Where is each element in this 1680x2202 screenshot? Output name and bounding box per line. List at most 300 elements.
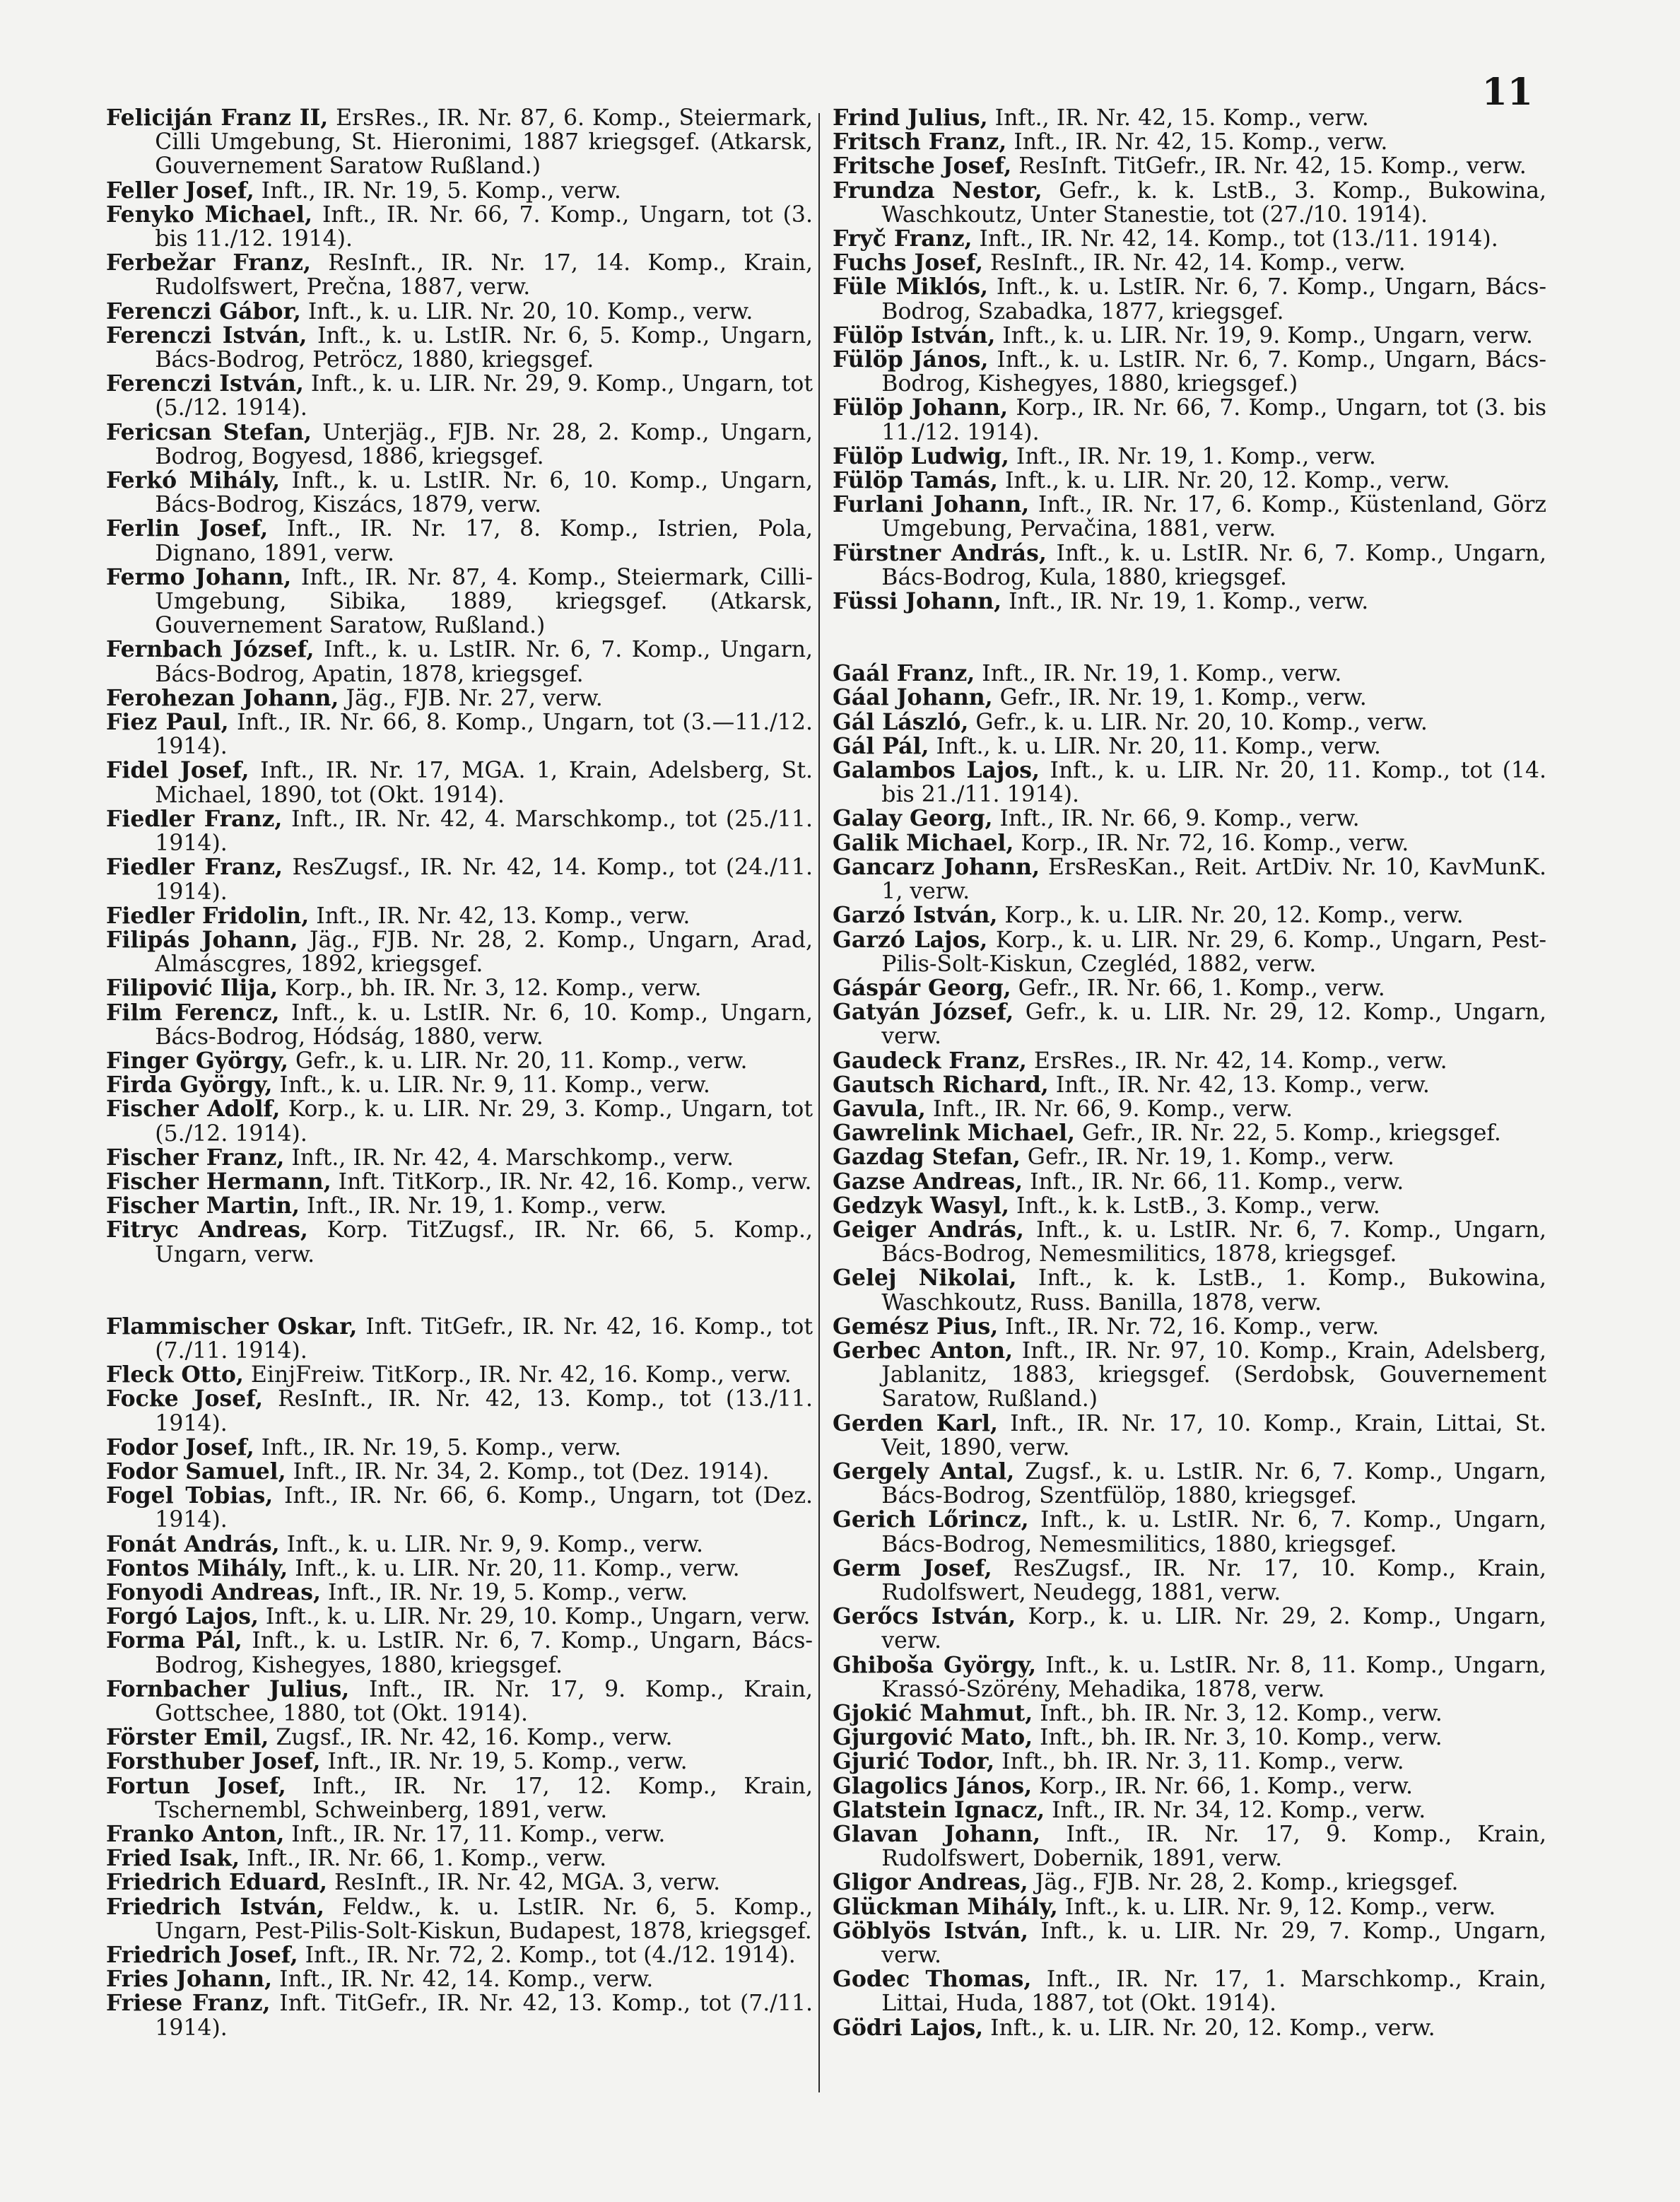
entry-name: Furlani Johann, [833,491,1030,518]
register-entry [833,154,1546,178]
register-entry [106,1629,813,1677]
entry-name: Gjurgović Mato, [833,1724,1033,1751]
entry-name: Gedzyk Wasyl, [833,1192,1009,1219]
entry-name: Fülöp Johann, [833,394,1009,421]
entry-details: Inft., k. u. LIR. Nr. 20, 10. Komp., verw. [300,298,753,324]
entry-details: Inft., k. u. LstIR. Nr. 6, 7. Komp., Ungarn, Bács-Bodrog, Szabadka, 1877, kriegsgef. [881,274,1546,324]
entry-name: Ferlin Josef, [106,515,269,542]
entry-name: Gelej Nikolai, [833,1265,1017,1292]
register-entry [833,106,1546,130]
entry-details: Korp., IR. Nr. 72, 16. Komp., verw. [1014,830,1409,856]
register-entry [106,1170,813,1194]
entry-name: Gáspár Georg, [833,974,1011,1001]
register-entry [833,227,1546,251]
entry-details: Inft., IR. Nr. 87, 4. Komp., Steiermark, Cilli-Umgebung, Sibika, 1889, kriegsgef. (Atkarsk, Gouvernement Saratow, Rußland.) [155,564,813,639]
register-entry [106,686,813,710]
entry-name: Fericsan Stefan, [106,418,312,445]
entry-name: Garzó István, [833,902,998,929]
register-entry [833,1774,1546,1798]
left-column [106,106,813,2040]
entry-details: EinjFreiw. TitKorp., IR. Nr. 42, 16. Komp., verw. [243,1362,792,1388]
entry-name: Gerden Karl, [833,1410,998,1436]
entry-details: Inft., IR. Nr. 42, 15. Komp., verw. [1006,129,1388,156]
entry-details: Gefr., k. u. LIR. Nr. 20, 11. Komp., verw. [288,1048,748,1074]
entry-name: Gerőcs István, [833,1603,1016,1630]
entry-name: Flammischer Oskar, [106,1313,358,1340]
entry-details: Inft., k. k. LstB., 3. Komp., verw. [1009,1193,1380,1219]
register-entry [106,372,813,420]
register-entry [833,734,1546,759]
entry-name: Glückman Mihály, [833,1893,1058,1920]
entry-details: Inft., IR. Nr. 66, 1. Komp., verw. [240,1846,607,1872]
register-entry [106,928,813,976]
right-column [833,106,1546,2040]
register-entry [833,903,1546,927]
entry-name: Friedrich Eduard, [106,1869,327,1896]
entry-details: Inft., IR. Nr. 17, 1. Marschkomp., Krain, Littai, Huda, 1887, tot (Okt. 1914). [881,1967,1546,2017]
entry-details: Jäg., FJB. Nr. 27, verw. [339,685,603,711]
register-entry [833,1870,1546,1894]
entry-details: Inft., k. u. LIR. Nr. 20, 12. Komp., verw. [983,2015,1435,2041]
register-entry [106,300,813,324]
entry-details: Inft., IR. Nr. 42, 13. Komp., verw. [1048,1072,1430,1098]
register-entry [833,1605,1546,1653]
entry-name: Füssi Johann, [833,588,1002,615]
entry-details: ResInft., IR. Nr. 42, 14. Komp., verw. [983,250,1406,276]
entry-details: Jäg., FJB. Nr. 28, 2. Komp., Ungarn, Arad, Almáscgres, 1892, kriegsgef. [155,927,813,978]
register-entry [106,1097,813,1145]
register-entry [833,1170,1546,1194]
register-entry [106,1991,813,2039]
entry-details: Inft., IR. Nr. 19, 5. Komp., verw. [254,1434,621,1460]
register-entry [833,541,1546,590]
register-entry [106,1726,813,1750]
entry-details: Inft., IR. Nr. 17, 9. Komp., Krain, Rudolfswert, Dobernik, 1891, verw. [881,1822,1547,1872]
entry-details: Inft., k. u. LstIR. Nr. 6, 7. Komp., Ungarn, Bács-Bodrog, Apatin, 1878, kriegsgef. [155,637,813,687]
entry-details: Inft., k. u. LIR. Nr. 9, 12. Komp., verw. [1057,1894,1496,1920]
register-entry [833,251,1546,275]
entry-name: Ferenczi István, [106,370,304,397]
entry-details: Inft., IR. Nr. 17, 9. Komp., Krain, Gottschee, 1880, tot (Okt. 1914). [155,1676,813,1726]
entry-details: Korp., bh. IR. Nr. 3, 12. Komp., verw. [278,976,702,1002]
entry-details: Inft., IR. Nr. 34, 12. Komp., verw. [1045,1797,1426,1823]
entry-name: Galay Georg, [833,805,993,832]
entry-details: Inft., bh. IR. Nr. 3, 11. Komp., verw. [994,1749,1404,1775]
entry-details: Korp., k. u. LIR. Nr. 29, 2. Komp., Ungarn, verw. [881,1604,1546,1654]
entry-name: Glatstein Ignacz, [833,1796,1045,1823]
entry-name: Forgó Lajos, [106,1603,259,1630]
entry-name: Fontos Mihály, [106,1554,288,1581]
entry-details: Gefr., IR. Nr. 19, 1. Komp., verw. [992,685,1367,711]
entry-name: Frind Julius, [833,105,988,131]
entry-name: Fischer Hermann, [106,1168,331,1195]
entry-name: Glagolics János, [833,1772,1033,1799]
register-entry [106,904,813,928]
entry-name: Gaudeck Franz, [833,1047,1027,1074]
entry-name: Gál László, [833,708,969,735]
entry-details: Gefr., k. u. LIR. Nr. 20, 10. Komp., verw. [968,709,1428,735]
register-entry [833,445,1546,469]
entry-name: Fülöp István, [833,322,996,349]
entry-name: Gál Pál, [833,732,929,759]
entry-details: Inft., k. u. LstIR. Nr. 6, 7. Komp., Ungarn, Bács-Bodrog, Kula, 1880, kriegsgef. [881,540,1546,590]
entry-details: ResInft., IR. Nr. 42, 13. Komp., tot (13./11. 1914). [155,1386,813,1436]
entry-name: Fiedler Fridolin, [106,902,310,929]
register-entry [833,1412,1546,1460]
entry-name: Ferenczi István, [106,322,307,349]
register-entry [833,1315,1546,1339]
entry-name: Gemész Pius, [833,1313,999,1340]
entry-details: Unterjäg., FJB. Nr. 28, 2. Komp., Ungarn, Bodrog, Bogyesd, 1886, kriegsgef. [155,419,813,469]
register-entry [106,1581,813,1605]
entry-name: Fiedler Franz, [106,854,283,881]
entry-name: Fitryc Andreas, [106,1217,308,1243]
entry-name: Ferohezan Johann, [106,684,339,711]
entry-name: Gerich Lőrincz, [833,1506,1029,1533]
entry-details: Inft., IR. Nr. 66, 9. Komp., verw. [992,806,1360,832]
entry-name: Friedrich István, [106,1893,324,1920]
register-entry [106,563,813,639]
entry-name: Ferenczi Gábor, [106,298,301,324]
entry-name: Fuchs Josef, [833,250,984,276]
entry-details: Korp., k. u. LIR. Nr. 29, 6. Komp., Ungarn, Pest-Pilis-Solt-Kiskun, Czegléd, 1882, verw. [881,927,1546,977]
register-entry [106,638,813,686]
entry-details: Korp., IR. Nr. 66, 1. Komp., verw. [1032,1773,1413,1799]
entry-name: Fiedler Franz, [106,805,283,832]
register-entry [106,203,813,251]
register-entry [106,1774,813,1822]
register-entry [833,1460,1546,1508]
entry-name: Filipás Johann, [106,926,298,953]
entry-details: Inft., IR. Nr. 42, 14. Komp., tot (13./11. 1914). [972,226,1498,252]
entry-name: Gawrelink Michael, [833,1120,1075,1147]
entry-details: Korp., IR. Nr. 66, 7. Komp., Ungarn, tot (3. bis 11./12. 1914). [881,395,1546,445]
entry-name: Gancarz Johann, [833,853,1040,880]
entry-details: Inft., bh. IR. Nr. 3, 12. Komp., verw. [1033,1701,1443,1726]
register-entry [106,517,813,565]
entry-name: Franko Anton, [106,1821,285,1848]
entry-name: Fülöp Tamás, [833,467,998,494]
entry-details: Inft., k. u. LstIR. Nr. 6, 7. Komp., Ungarn, Bács-Bodrog, Nemesmilitics, 1880, kriegsgef. [881,1507,1546,1557]
entry-name: Fidel Josef, [106,757,249,784]
entry-details: Inft., IR. Nr. 42, 14. Komp., verw. [272,1967,654,1993]
entry-name: Fischer Martin, [106,1193,300,1219]
register-entry [833,1097,1546,1121]
register-entry [833,976,1546,1000]
register-entry [106,1194,813,1218]
register-entry [106,179,813,203]
register-entry [833,396,1546,444]
entry-details: ResInft., IR. Nr. 42, MGA. 3, verw. [327,1870,721,1896]
register-entry [833,2016,1546,2040]
register-entry [106,1218,813,1266]
register-entry [833,1266,1546,1314]
entry-details: Inft., k. k. LstB., 1. Komp., Bukowina, Waschkoutz, Russ. Banilla, 1878, verw. [881,1265,1546,1316]
entry-details: Gefr., IR. Nr. 19, 1. Komp., verw. [1020,1144,1394,1171]
entry-name: Friedrich Josef, [106,1942,298,1969]
entry-details: Inft., k. u. LIR. Nr. 20, 12. Komp., verw. [997,468,1450,494]
entry-details: Gefr., IR. Nr. 66, 1. Komp., verw. [1011,975,1385,1001]
register-entry [833,1554,1546,1605]
entry-details: Inft. TitGefr., IR. Nr. 42, 13. Komp., tot (7./11. 1914). [155,1991,813,2041]
entry-details: Inft., IR. Nr. 17, 11. Komp., verw. [284,1822,666,1848]
entry-details: Gefr., k. u. LIR. Nr. 29, 12. Komp., Ungarn, verw. [881,1000,1546,1050]
entry-details: Feldw., k. u. LstIR. Nr. 6, 5. Komp., Ungarn, Pest-Pilis-Solt-Kiskun, Budapest, 1878, kriegsgef. [155,1894,813,1944]
entry-details: ResZugsf., IR. Nr. 42, 14. Komp., tot (24./11. 1914). [155,855,813,905]
register-entry [833,710,1546,734]
entry-name: Garzó Lajos, [833,926,988,953]
entry-details: Inft., IR. Nr. 66, 8. Komp., Ungarn, tot (3.—11./12. 1914). [155,710,813,760]
register-entry [106,1460,813,1484]
register-entry [833,1339,1546,1412]
entry-name: Gautsch Richard, [833,1071,1049,1098]
entry-name: Firda György, [106,1072,273,1099]
entry-name: Gatyán József, [833,999,1014,1026]
register-entry [106,1943,813,1967]
entry-details: ErsResKan., Reit. ArtDiv. Nr. 10, KavMunK. 1, verw. [881,854,1546,905]
register-entry [106,1530,813,1557]
entry-details: Inft., k. u. LstIR. Nr. 8, 11. Komp., Ungarn, Krassó-Szörény, Mehadika, 1878, verw. [881,1652,1546,1702]
entry-details: Inft., IR. Nr. 97, 10. Komp., Krain, Adelsberg, Jablanitz, 1883, kriegsgef. (Serdobsk, Gouvernement Saratow, Rußland.) [881,1337,1546,1412]
entry-name: Forma Pál, [106,1627,242,1654]
entry-details: Inft., k. u. LIR. Nr. 20, 11. Komp., tot (14. bis 21./11. 1914). [881,758,1547,808]
register-entry [106,1146,813,1170]
entry-name: Fülöp János, [833,346,989,373]
register-entry [106,106,813,179]
entry-details: Inft., k. u. LstIR. Nr. 6, 5. Komp., Ungarn, Bács-Bodrog, Petröcz, 1880, kriegsgef. [155,322,813,373]
entry-details: Jäg., FJB. Nr. 28, 2. Komp., kriegsgef. [1028,1870,1459,1896]
entry-details: Zugsf., k. u. LstIR. Nr. 6, 7. Komp., Ungarn, Bács-Bodrog, Szentfülöp, 1880, kriegsgef. [881,1458,1546,1509]
entry-name: Godec Thomas, [833,1966,1032,1993]
register-entry [106,1049,813,1073]
register-entry [833,1967,1546,2015]
register-entry [833,759,1546,807]
entry-name: Gjokić Mahmut, [833,1700,1033,1726]
entry-details: Inft., k. u. LIR. Nr. 20, 11. Komp., verw. [288,1555,740,1581]
register-entry [106,1001,813,1049]
register-entry [833,1194,1546,1218]
register-entry [106,1073,813,1097]
entry-name: Göblyös István, [833,1917,1028,1944]
entry-name: Gazdag Stefan, [833,1144,1021,1171]
entry-name: Feller Josef, [106,177,254,204]
entry-name: Fries Johann, [106,1966,273,1993]
register-entry [106,1484,813,1532]
entry-name: Gerbec Anton, [833,1337,1014,1364]
entry-details: Inft., IR. Nr. 17, 6. Komp., Küstenland, Görz Umgebung, Pervačina, 1881, verw. [881,492,1546,542]
entry-details: Inft., k. u. LIR. Nr. 29, 10. Komp., Ungarn, verw. [258,1604,811,1630]
entry-details: ResInft. TitGefr., IR. Nr. 42, 15. Komp., verw. [1011,153,1527,180]
entry-details: ErsRes., IR. Nr. 42, 14. Komp., verw. [1026,1048,1447,1074]
register-entry [833,275,1546,323]
register-entry [833,1049,1546,1073]
entry-details: Inft. TitGefr., IR. Nr. 42, 16. Komp., tot (7./11. 1914). [155,1313,813,1364]
entry-details: Inft., IR. Nr. 17, 12. Komp., Krain, Tschernembl, Schweinberg, 1891, verw. [155,1773,813,1823]
entry-name: Fonyodi Andreas, [106,1579,321,1605]
entry-name: Gergely Antal, [833,1458,1015,1484]
register-entry [833,928,1546,976]
entry-details: Inft., IR. Nr. 72, 16. Komp., verw. [998,1313,1380,1340]
register-entry [833,1895,1546,1919]
entry-name: Gáal Johann, [833,684,993,711]
entry-details: Inft., k. u. LIR. Nr. 20, 11. Komp., verw. [929,733,1381,759]
entry-details: Inft., k. u. LstIR. Nr. 6, 7. Komp., Ungarn, Bács-Bodrog, Nemesmilitics, 1878, kriegsgef. [881,1217,1546,1267]
entry-details: Inft., IR. Nr. 34, 2. Komp., tot (Dez. 1914). [286,1458,770,1484]
entry-name: Fischer Adolf, [106,1096,281,1123]
entry-name: Fryč Franz, [833,226,973,252]
register-entry [106,759,813,807]
entry-details: Inft., k. u. LIR. Nr. 9, 9. Komp., verw. [279,1531,703,1557]
register-entry [106,1436,813,1460]
register-entry [833,686,1546,710]
entry-name: Ghiboša György, [833,1651,1037,1678]
entry-name: Fenyko Michael, [106,201,312,228]
register-entry [833,469,1546,493]
entry-name: Fritsche Josef, [833,153,1012,180]
entry-name: Fodor Samuel, [106,1458,286,1484]
register-entry [833,1508,1546,1556]
entry-name: Fried Isak, [106,1845,240,1872]
entry-details: Inft., IR. Nr. 17, 8. Komp., Istrien, Pola, Dignano, 1891, verw. [155,516,813,566]
register-entry [833,662,1546,686]
entry-name: Forsthuber Josef, [106,1748,321,1775]
entry-details: Inft., k. u. LstIR. Nr. 6, 10. Komp., Ungarn, Bács-Bodrog, Hódság, 1880, verw. [155,1000,813,1050]
register-entry [106,418,813,469]
entry-name: Fülöp Ludwig, [833,443,1009,469]
register-entry [833,1822,1546,1870]
entry-details: Inft., IR. Nr. 66, 11. Komp., verw. [1023,1169,1404,1195]
entry-details: Inft., IR. Nr. 17, MGA. 1, Krain, Adelsberg, St. Michael, 1890, tot (Okt. 1914). [155,758,813,808]
entry-details: Inft., IR. Nr. 66, 7. Komp., Ungarn, tot (3. bis 11./12. 1914). [155,201,813,252]
register-entry [833,493,1546,541]
register-entry [106,855,813,903]
entry-details: Inft., IR. Nr. 42, 13. Komp., verw. [309,903,691,929]
entry-name: Fonát András, [106,1530,280,1557]
entry-details: Inft., IR. Nr. 42, 4. Marschkomp., verw. [284,1144,734,1171]
entry-name: Finger György, [106,1047,288,1074]
entry-details: Inft., k. u. LstIR. Nr. 6, 10. Komp., Ungarn, Bács-Bodrog, Kiszács, 1879, verw. [155,468,813,518]
entry-name: Fodor Josef, [106,1434,254,1460]
register-entry [106,1895,813,1943]
register-entry [106,1822,813,1846]
section-gap [833,614,1546,662]
entry-name: Fleck Otto, [106,1361,244,1388]
entry-name: Geiger András, [833,1216,1024,1243]
entry-details: Inft., IR. Nr. 19, 5. Komp., verw. [254,177,621,204]
register-entry [833,831,1546,855]
entry-name: Galik Michael, [833,829,1014,856]
register-entry [833,1750,1546,1774]
entry-details: Inft., IR. Nr. 72, 2. Komp., tot (4./12. 1914). [298,1943,796,1969]
column-divider [818,113,820,2092]
entry-name: Gjurić Todor, [833,1748,995,1775]
register-entry [833,1218,1546,1266]
register-entry [106,1554,813,1581]
entry-details: Inft., IR. Nr. 19, 5. Komp., verw. [320,1749,688,1775]
register-entry [106,1677,813,1726]
entry-name: Galambos Lajos, [833,757,1040,784]
entry-details: Inft., IR. Nr. 19, 1. Komp., verw. [975,661,1342,687]
entry-name: Fischer Franz, [106,1144,285,1171]
entry-name: Feliciján Franz II, [106,105,329,131]
entry-details: Inft., IR. Nr. 19, 1. Komp., verw. [1001,589,1369,615]
entry-name: Glavan Johann, [833,1821,1041,1848]
register-entry [833,1145,1546,1169]
register-entry [106,1846,813,1870]
entry-details: ResZugsf., IR. Nr. 17, 10. Komp., Krain, Rudolfswert, Neudegg, 1881, verw. [881,1555,1546,1605]
entry-name: Focke Josef, [106,1386,264,1412]
register-entry [833,807,1546,831]
register-entry [106,976,813,1000]
register-entry [106,1363,813,1387]
register-entry [106,710,813,759]
entry-details: Inft., k. u. LIR. Nr. 29, 9. Komp., Ungarn, tot (5./12. 1914). [155,371,813,421]
register-entry [106,1315,813,1363]
entry-name: Fernbach József, [106,636,315,663]
entry-details: Inft., IR. Nr. 66, 9. Komp., verw. [925,1096,1293,1122]
entry-details: Inft., k. u. LIR. Nr. 9, 11. Komp., verw. [272,1072,710,1099]
entry-details: ResInft., IR. Nr. 17, 14. Komp., Krain, Rudolfswert, Prečna, 1887, verw. [155,250,813,300]
entry-name: Fermo Johann, [106,563,292,590]
entry-name: Ferkó Mihály, [106,467,281,494]
entry-name: Film Ferencz, [106,999,280,1026]
entry-name: Fogel Tobias, [106,1482,274,1509]
register-entry [833,1121,1546,1145]
entry-name: Förster Emil, [106,1724,269,1751]
entry-name: Fürstner András, [833,539,1047,566]
register-entry [833,590,1546,614]
entry-details: Inft., IR. Nr. 42, 15. Komp., verw. [987,105,1369,131]
entry-details: Inft., IR. Nr. 66, 6. Komp., Ungarn, tot (Dez. 1914). [155,1483,813,1533]
register-entry [106,1387,813,1435]
entry-name: Gödri Lajos, [833,2014,984,2041]
register-entry [833,1798,1546,1822]
entry-name: Gaál Franz, [833,660,975,687]
entry-name: Gazse Andreas, [833,1168,1023,1195]
entry-name: Gligor Andreas, [833,1869,1028,1896]
entry-details: Inft., IR. Nr. 19, 1. Komp., verw. [300,1193,667,1219]
register-entry [833,1000,1546,1048]
register-entry [106,807,813,855]
section-gap [106,1267,813,1315]
register-entry [106,324,813,372]
register-entry [106,469,813,517]
entry-details: Inft., IR. Nr. 19, 1. Komp., verw. [1009,443,1376,469]
entry-name: Fortun Josef, [106,1772,286,1799]
entry-name: Füle Miklós, [833,274,988,300]
register-entry [833,1919,1546,1967]
register-entry [833,179,1546,227]
entry-details: Gefr., IR. Nr. 22, 5. Komp., kriegsgef. [1075,1120,1501,1147]
entry-name: Filipović Ilija, [106,975,278,1002]
entry-name: Ferbežar Franz, [106,250,311,276]
entry-details: Inft., k. u. LstIR. Nr. 6, 7. Komp., Ungarn, Bács-Bodrog, Kishegyes, 1880, kriegsgef.) [881,347,1547,397]
register-entry [106,1967,813,1991]
register-entry [833,1073,1546,1097]
entry-details: Inft., IR. Nr. 17, 10. Komp., Krain, Littai, St. Veit, 1890, verw. [881,1410,1546,1460]
entry-name: Fornbacher Julius, [106,1675,350,1702]
entry-details: Inft., k. u. LIR. Nr. 29, 7. Komp., Ungarn, verw. [881,1918,1546,1969]
entry-name: Fritsch Franz, [833,129,1007,156]
page-number: 11 [1481,71,1533,114]
entry-details: Korp. TitZugsf., IR. Nr. 66, 5. Komp., Ungarn, verw. [155,1217,813,1267]
register-entry [833,1653,1546,1702]
entry-details: Korp., k. u. LIR. Nr. 29, 3. Komp., Ungarn, tot (5./12. 1914). [155,1096,813,1147]
register-entry [833,130,1546,154]
entry-details: Inft. TitKorp., IR. Nr. 42, 16. Komp., verw. [331,1169,812,1195]
register-entry [106,251,813,299]
register-entry [106,1750,813,1774]
